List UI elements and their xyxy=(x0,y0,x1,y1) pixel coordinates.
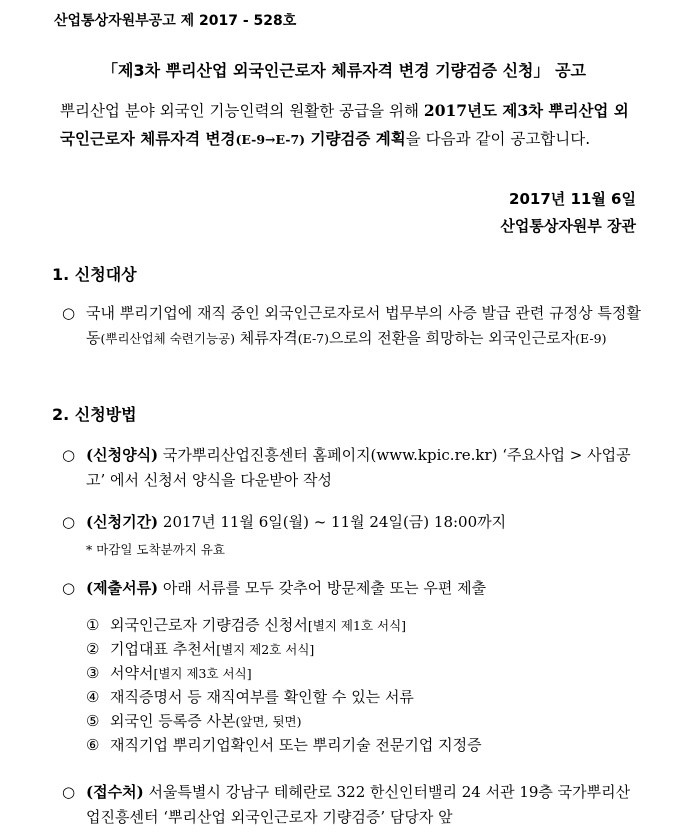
reception-label: (접수처) xyxy=(86,783,144,801)
document-item: ⑥ 재직기업 뿌리기업확인서 또는 뿌리기술 전문기업 지정증 xyxy=(86,736,482,754)
period-label: (신청기간) xyxy=(86,513,159,531)
section1-text-c: 으로의 전환을 희망하는 외국인근로자 xyxy=(329,329,576,347)
section1-text-b: 체류자격 xyxy=(234,329,298,347)
bullet-mark: ○ xyxy=(62,304,76,322)
form-label: (신청양식) xyxy=(86,446,159,464)
section1-paren-c: (E-9) xyxy=(575,331,607,346)
document-item: ② 기업대표 추천서[별지 제2호 서식] xyxy=(86,640,315,658)
bullet-mark: ○ xyxy=(62,446,76,464)
documents-label: (제출서류) xyxy=(86,579,159,597)
bullet-mark: ○ xyxy=(62,579,76,597)
form-text: 국가뿌리산업진흥센터 홈페이지(www.kpic.re.kr) ‘주요사업 > 사업공고’ 에서 신청서 양식을 다운받아 작성 xyxy=(86,446,631,489)
bullet-mark: ○ xyxy=(62,783,76,801)
intro-text-part2: 을 다음과 같이 공고합니다. xyxy=(405,130,591,148)
form-bullet xyxy=(62,443,642,493)
section1-text xyxy=(86,301,642,351)
reception-text: 서울특별시 강남구 테헤란로 322 한신인터밸리 24 서관 19층 국가뿌리산업진흥센터 ‘뿌리산업 외국인근로자 기량검증’ 담당자 앞 xyxy=(86,783,631,826)
section1-text-a: 국내 뿌리기업에 재직 중인 외국인근로자로서 법무부의 사증 발급 관련 규정상 특정활동 xyxy=(86,304,641,347)
deadline-note: * 마감일 도착분까지 유효 xyxy=(86,542,225,557)
section1-bullet xyxy=(62,301,642,351)
section1-heading: 1. 신청대상 xyxy=(52,265,137,284)
intro-bold-paren: (E-9→E-7) xyxy=(235,132,306,147)
reception-bullet xyxy=(62,780,642,830)
period-bullet xyxy=(62,510,642,535)
document-item: ③ 서약서[별지 제3호 서식] xyxy=(86,664,252,682)
notice-number: 산업통상자원부공고 제 2017 - 528호 xyxy=(54,13,297,29)
section2-heading: 2. 신청방법 xyxy=(52,405,137,424)
documents-text: 아래 서류를 모두 갖추어 방문제출 또는 우편 제출 xyxy=(158,579,487,597)
document-item: ④ 재직증명서 등 재직여부를 확인할 수 있는 서류 xyxy=(86,688,414,706)
document-title: 「제3차 뿌리산업 외국인근로자 체류자격 변경 기량검증 신청」 공고 xyxy=(102,61,586,80)
documents-bullet xyxy=(62,576,642,601)
intro-bold-part1: 2017년도 제3차 뿌리산업 외국인근로자 체류자격 변경 xyxy=(60,101,629,148)
section1-paren-a: (뿌리산업체 숙련기능공) xyxy=(100,331,235,346)
period-text: 2017년 11월 6일(월) ~ 11월 24일(금) 18:00까지 xyxy=(158,513,507,531)
intro-paragraph xyxy=(60,97,638,153)
issuer-name: 산업통상자원부 장관 xyxy=(500,217,636,235)
bullet-mark: ○ xyxy=(62,513,76,531)
intro-bold-part2: 기량검증 계획 xyxy=(305,129,406,148)
document-item: ① 외국인근로자 기량검증 신청서[별지 제1호 서식] xyxy=(86,616,407,634)
document-item: ⑤ 외국인 등록증 사본(앞면, 뒷면) xyxy=(86,712,302,730)
intro-text-part1: 뿌리산업 분야 외국인 기능인력의 원활한 공급을 위해 xyxy=(60,102,424,120)
section1-paren-b: (E-7) xyxy=(297,331,330,346)
announcement-date: 2017년 11월 6일 xyxy=(509,190,636,208)
